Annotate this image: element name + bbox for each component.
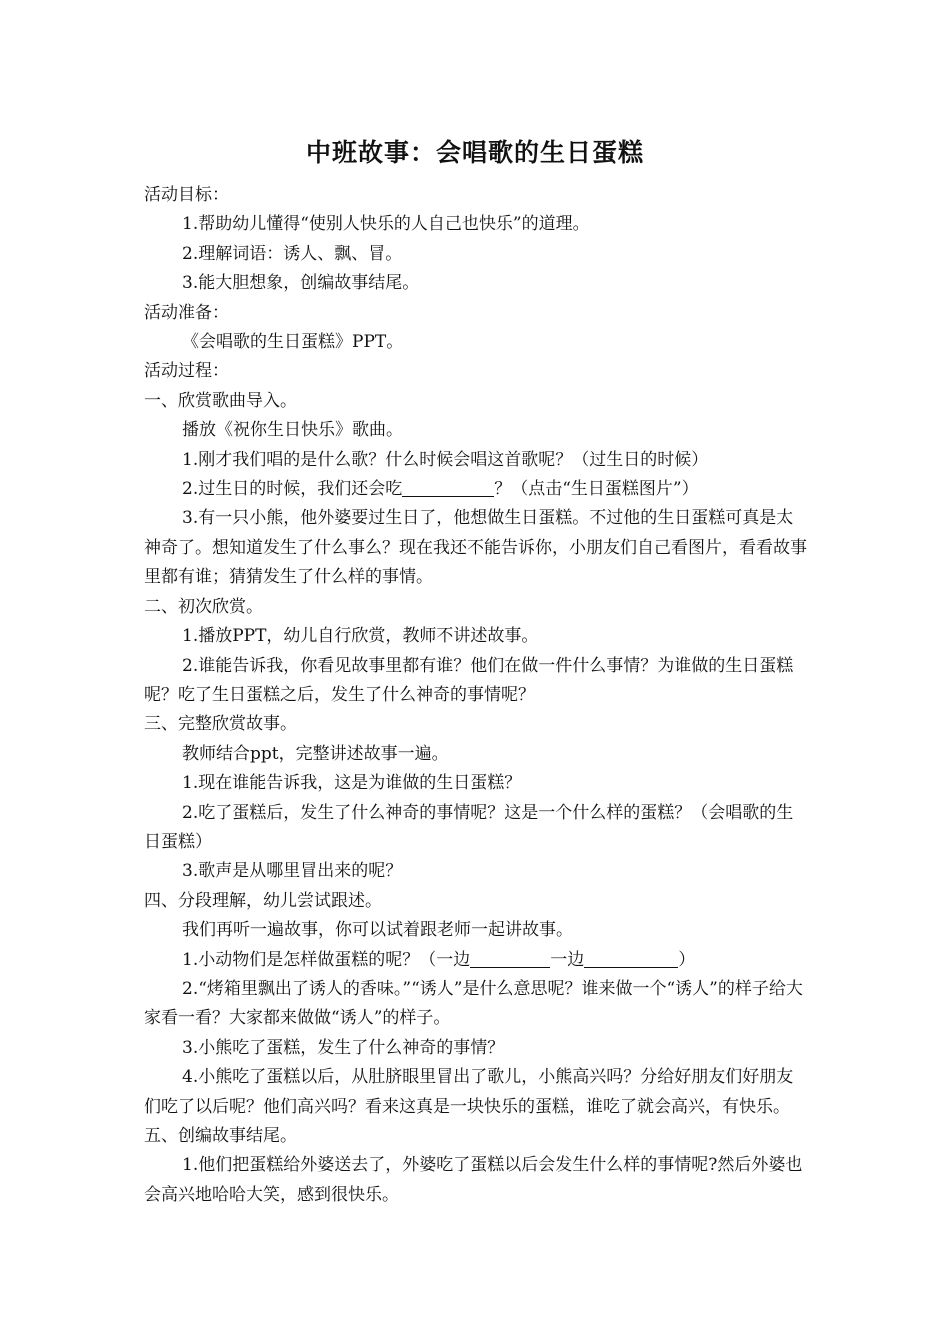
process-heading: 活动过程： (144, 361, 229, 382)
section-paragraph: 1.刚才我们唱的是什么歌？什么时候会唱这首歌呢？（过生日的时候） (182, 449, 709, 470)
section-paragraph: 2.吃了蛋糕后，发生了什么神奇的事情呢？这是一个什么样的蛋糕？（会唱歌的生日蛋糕） (144, 802, 794, 852)
question-text: ？（点击“生日蛋糕图片”） (494, 479, 699, 500)
fill-blank (402, 477, 494, 497)
section-paragraph: 1.现在谁能告诉我，这是为谁做的生日蛋糕？ (182, 773, 522, 794)
question-text: 1.小动物们是怎样做蛋糕的呢？（一边 (182, 949, 471, 970)
question-text: ） (678, 949, 696, 970)
fill-blank (584, 948, 678, 968)
section-paragraph: 我们再听一遍故事，你可以试着跟老师一起讲故事。 (182, 920, 573, 941)
section-paragraph: 1.他们把蛋糕给外婆送去了，外婆吃了蛋糕以后会发生什么样的事情呢?然后外婆也会高兴地哈哈大笑，感到很快乐。 (144, 1155, 803, 1205)
goals-heading: 活动目标： (144, 185, 229, 205)
section-paragraph: 3.歌声是从哪里冒出来的呢？ (182, 861, 403, 882)
section-paragraph: 教师结合ppt，完整讲述故事一遍。 (182, 743, 449, 764)
section-paragraph: 2.“烤箱里飘出了诱人的香味。”“诱人”是什么意思呢？谁来做一个“诱人”的样子给大家看一看？大家都来做做“诱人”的样子。 (144, 978, 803, 1029)
prep-text: 《会唱歌的生日蛋糕》PPT。 (182, 332, 404, 353)
document-body (144, 181, 808, 1210)
question-text: 一边 (550, 949, 585, 970)
goal-item: 3.能大胆想象，创编故事结尾。 (182, 273, 420, 294)
section-paragraph: 3.有一只小熊，他外婆要过生日了，他想做生日蛋糕。不过他的生日蛋糕可真是太神奇了。想知道发生了什么事么？现在我还不能告诉你，小朋友们自己看图片，看看故事里都有谁；猜猜发生了什么样的事情。 (144, 508, 807, 588)
goal-item: 2.理解词语：诱人、飘、冒。 (182, 243, 403, 264)
fill-blank (470, 948, 550, 968)
section-heading: 一、欣赏歌曲导入。 (144, 390, 297, 411)
section-heading: 五、创编故事结尾。 (144, 1126, 297, 1146)
section-paragraph: 3.小熊吃了蛋糕，发生了什么神奇的事情？ (182, 1037, 505, 1058)
section-paragraph (144, 946, 808, 975)
section-paragraph: 2.谁能告诉我，你看见故事里都有谁？他们在做一件什么事情？为谁做的生日蛋糕呢？吃了生日蛋糕之后，发生了什么神奇的事情呢？ (144, 655, 794, 705)
section-paragraph: 4.小熊吃了蛋糕以后，从肚脐眼里冒出了歌儿，小熊高兴吗？分给好朋友们好朋友们吃了以后呢？他们高兴吗？看来这真是一块快乐的蛋糕，谁吃了就会高兴，有快乐。 (144, 1067, 794, 1117)
section-heading: 三、完整欣赏故事。 (144, 714, 297, 735)
section-paragraph: 播放《祝你生日快乐》歌曲。 (182, 420, 403, 441)
page-title: 中班故事：会唱歌的生日蛋糕 (305, 138, 644, 167)
section-paragraph (144, 475, 808, 504)
section-heading: 四、分段理解，幼儿尝试跟述。 (144, 890, 382, 911)
question-text: 2.过生日的时候，我们还会吃 (182, 479, 403, 500)
prep-heading: 活动准备： (144, 302, 229, 323)
goal-item: 1.帮助幼儿懂得“使别人快乐的人自己也快乐”的道理。 (182, 214, 590, 235)
section-heading: 二、初次欣赏。 (144, 596, 263, 617)
section-paragraph: 1.播放PPT，幼儿自行欣赏，教师不讲述故事。 (182, 626, 539, 647)
